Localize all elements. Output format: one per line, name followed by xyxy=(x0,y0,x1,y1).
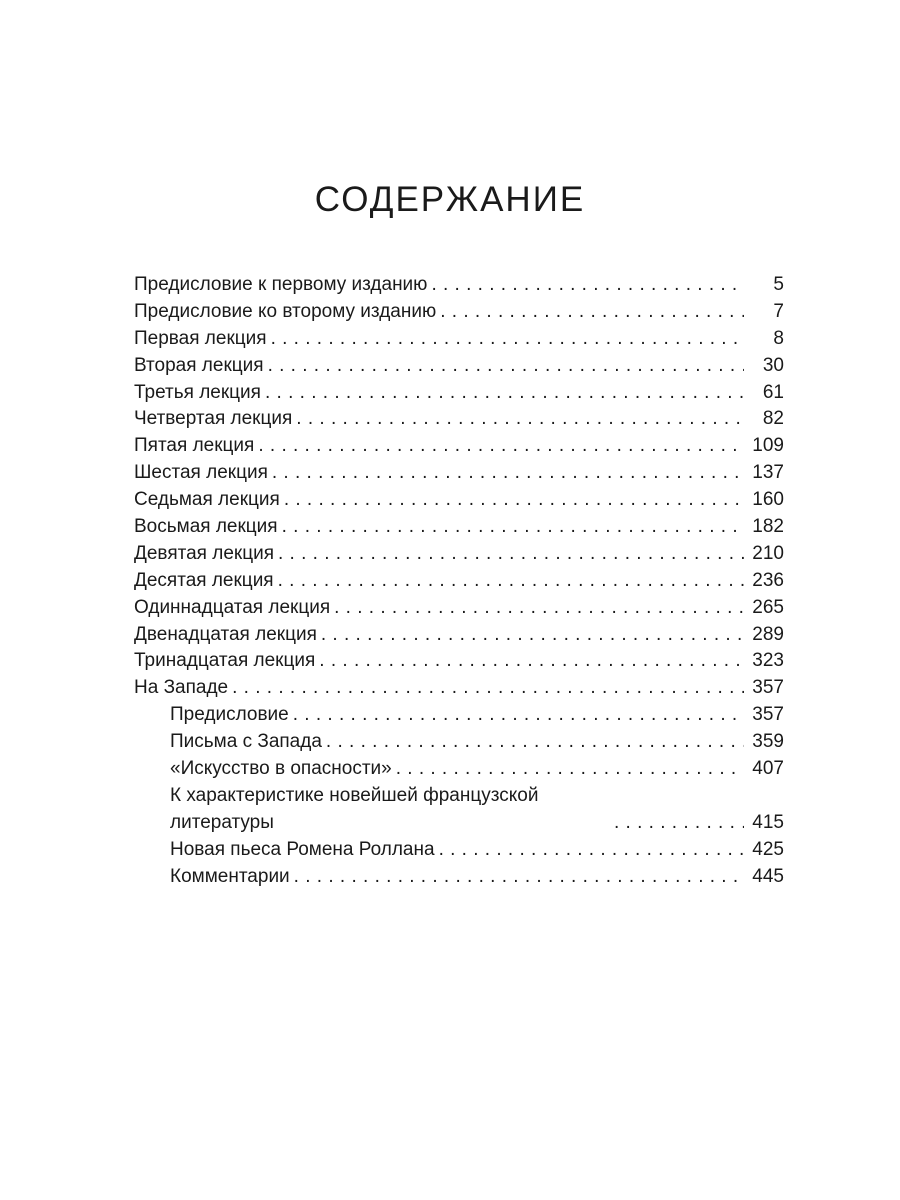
dot-leader xyxy=(431,272,744,299)
toc-page-number: 109 xyxy=(752,435,784,457)
toc-entry-title: Тринадцатая лекция xyxy=(134,650,316,672)
dot-leader xyxy=(282,514,744,541)
dot-leader xyxy=(278,541,744,568)
toc-page-number: 160 xyxy=(752,489,784,511)
toc-entry-title: Новая пьеса Ромена Роллана xyxy=(170,838,435,860)
toc-entry[interactable] xyxy=(134,648,784,675)
dot-leader xyxy=(319,648,744,675)
toc-entry[interactable] xyxy=(134,487,784,514)
toc-page-number: 8 xyxy=(773,327,784,349)
toc-entry[interactable] xyxy=(134,380,784,407)
dot-leader xyxy=(258,433,744,460)
toc-entry-title: Письма с Запада xyxy=(170,731,322,753)
toc-entry-title: Шестая лекция xyxy=(134,462,268,484)
toc-entry-title: На Западе xyxy=(134,677,229,699)
dot-leader xyxy=(265,380,744,407)
toc-subentry[interactable] xyxy=(134,783,784,837)
toc-entry[interactable] xyxy=(134,326,784,353)
toc-page-number: 425 xyxy=(752,838,784,860)
dot-leader xyxy=(284,487,744,514)
toc-entry-title: Вторая лекция xyxy=(134,354,264,376)
toc-page-number: 82 xyxy=(762,408,784,430)
toc-entry-title: Восьмая лекция xyxy=(134,516,278,537)
toc-page-number: 323 xyxy=(752,650,784,672)
dot-leader xyxy=(326,729,744,756)
toc-entry-title: Третья лекция xyxy=(134,381,261,403)
dot-leader xyxy=(272,460,744,487)
toc-subentry[interactable] xyxy=(134,702,784,729)
dot-leader xyxy=(439,837,744,864)
toc-entry-title: Двенадцатая лекция xyxy=(134,623,317,645)
dot-leader xyxy=(614,810,744,837)
toc-entry[interactable] xyxy=(134,568,784,595)
toc-page-number: 137 xyxy=(752,462,784,484)
dot-leader xyxy=(278,568,744,595)
toc-entry-title: Первая лекция xyxy=(134,327,267,349)
toc-page-number: 357 xyxy=(752,704,784,726)
toc-entry-title: К характеристике новейшей французской литературы xyxy=(170,784,539,833)
table-of-contents xyxy=(134,272,784,891)
toc-entry[interactable] xyxy=(134,433,784,460)
toc-entry-title: Десятая лекция xyxy=(134,569,274,591)
toc-page-number: 415 xyxy=(752,811,784,833)
dot-leader xyxy=(396,756,744,783)
toc-entry-title: Предисловие ко второму изданию xyxy=(134,300,437,322)
toc-page-number: 61 xyxy=(762,381,784,403)
toc-page-number: 289 xyxy=(752,623,784,645)
toc-entry-title: Четвертая лекция xyxy=(134,408,293,430)
dot-leader xyxy=(293,702,744,729)
toc-entry-title: «Искусство в опасности» xyxy=(170,758,392,780)
toc-entry[interactable] xyxy=(134,675,784,702)
dot-leader xyxy=(232,675,744,702)
toc-entry-title: Предисловие xyxy=(170,704,289,726)
toc-entry-title: Комментарии xyxy=(170,865,290,887)
toc-entry[interactable] xyxy=(134,460,784,487)
toc-page-number: 359 xyxy=(752,731,784,753)
dot-leader xyxy=(321,622,744,649)
toc-page-number: 7 xyxy=(773,300,784,322)
toc-page-number: 182 xyxy=(752,516,784,537)
toc-entry[interactable] xyxy=(134,595,784,622)
dot-leader xyxy=(294,864,744,891)
toc-page-number: 445 xyxy=(752,865,784,887)
toc-entry[interactable] xyxy=(134,514,784,541)
toc-entry[interactable] xyxy=(134,541,784,568)
toc-page-number: 236 xyxy=(752,569,784,591)
toc-page-number: 5 xyxy=(773,273,784,295)
dot-leader xyxy=(271,326,744,353)
dot-leader xyxy=(440,299,744,326)
toc-entry[interactable] xyxy=(134,622,784,649)
toc-entry[interactable] xyxy=(134,353,784,380)
toc-entry[interactable] xyxy=(134,299,784,326)
toc-entry-title: Девятая лекция xyxy=(134,542,274,564)
page-title: СОДЕРЖАНИЕ xyxy=(314,180,586,219)
toc-page-number: 210 xyxy=(752,542,784,564)
toc-page-number: 407 xyxy=(752,758,784,780)
toc-subentry[interactable] xyxy=(134,837,784,864)
toc-subentry[interactable] xyxy=(134,729,784,756)
toc-entry-title: Седьмая лекция xyxy=(134,489,280,511)
toc-page-number: 265 xyxy=(752,596,784,618)
toc-entry-title: Одиннадцатая лекция xyxy=(134,596,331,618)
toc-page-number: 30 xyxy=(762,354,784,376)
toc-entry-title: Предисловие к первому изданию xyxy=(134,273,428,295)
dot-leader xyxy=(334,595,744,622)
toc-subentry[interactable] xyxy=(134,756,784,783)
toc-page-number: 357 xyxy=(752,677,784,699)
toc-subentry[interactable] xyxy=(134,864,784,891)
dot-leader xyxy=(296,406,744,433)
dot-leader xyxy=(268,353,744,380)
toc-entry[interactable] xyxy=(134,272,784,299)
toc-entry-title: Пятая лекция xyxy=(134,435,255,457)
toc-entry[interactable] xyxy=(134,406,784,433)
